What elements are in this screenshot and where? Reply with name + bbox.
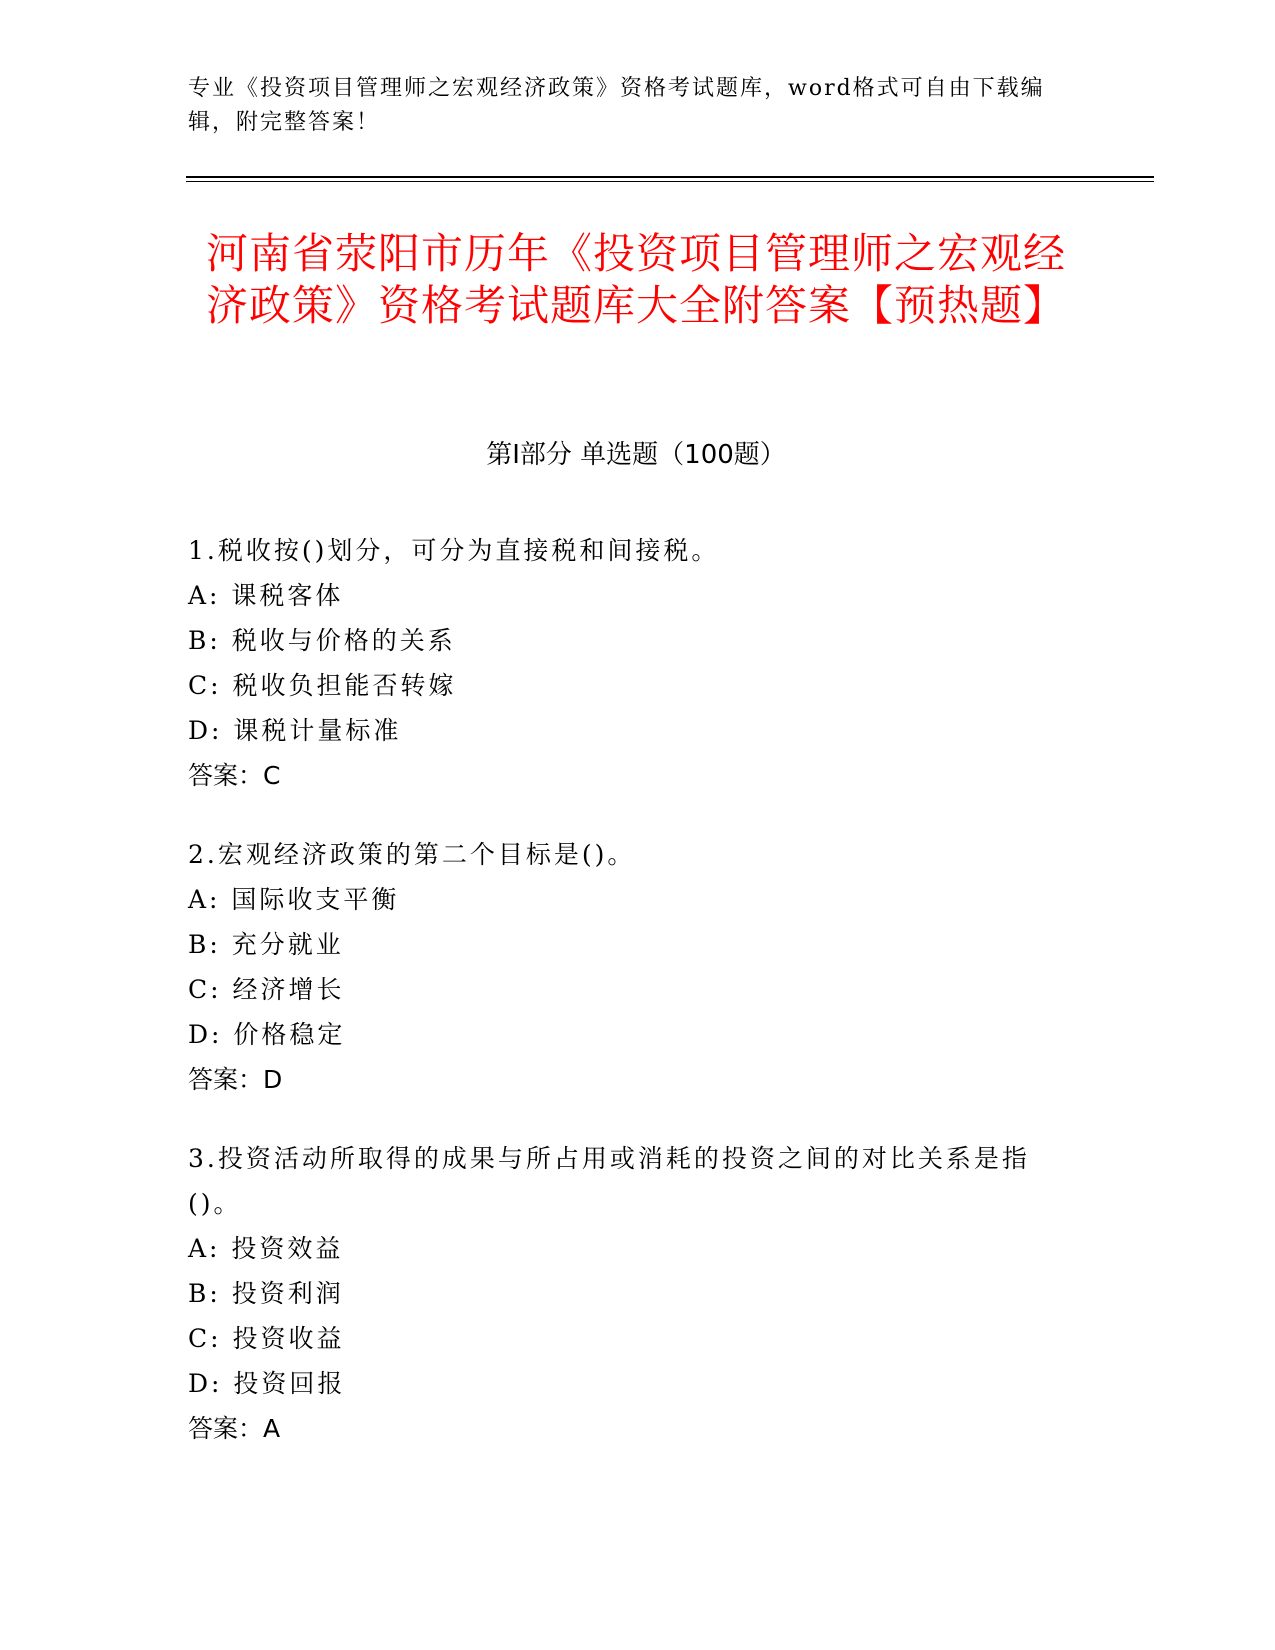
header-note: 专业《投资项目管理师之宏观经济政策》资格考试题库，word格式可自由下载编辑，附完整答案！ bbox=[188, 76, 1045, 135]
question-stem: 3.投资活动所取得的成果与所占用或消耗的投资之间的对比关系是指()。 bbox=[188, 1144, 1030, 1218]
document-title: 河南省荥阳市历年《投资项目管理师之宏观经济政策》资格考试题库大全附答案【预热题】 bbox=[205, 229, 1066, 330]
option-d: D: 投资回报 bbox=[188, 1369, 346, 1398]
option-b: B: 税收与价格的关系 bbox=[188, 626, 456, 655]
option-b: B: 投资利润 bbox=[188, 1279, 344, 1308]
answer: 答案：D bbox=[188, 1065, 283, 1094]
option-d: D: 价格稳定 bbox=[188, 1020, 346, 1049]
option-a: A: 国际收支平衡 bbox=[188, 885, 400, 914]
section-title: 第Ⅰ部分 单选题（100题） bbox=[486, 440, 786, 470]
option-c: C: 经济增长 bbox=[188, 975, 345, 1004]
option-a: A: 课税客体 bbox=[188, 581, 344, 610]
question-list bbox=[188, 528, 1068, 1485]
option-a: A: 投资效益 bbox=[188, 1234, 344, 1263]
option-d: D: 课税计量标准 bbox=[188, 716, 402, 745]
header-divider-thin bbox=[186, 181, 1154, 182]
answer: 答案：C bbox=[188, 761, 281, 790]
option-c: C: 投资收益 bbox=[188, 1324, 345, 1353]
question-item bbox=[188, 528, 1068, 798]
option-c: C: 税收负担能否转嫁 bbox=[188, 671, 457, 700]
header-divider-thick bbox=[186, 176, 1154, 178]
question-item bbox=[188, 1136, 1068, 1451]
answer: 答案：A bbox=[188, 1414, 281, 1443]
question-stem: 1.税收按()划分，可分为直接税和间接税。 bbox=[188, 536, 720, 565]
question-item bbox=[188, 832, 1068, 1102]
option-b: B: 充分就业 bbox=[188, 930, 344, 959]
question-stem: 2.宏观经济政策的第二个目标是()。 bbox=[188, 840, 636, 869]
